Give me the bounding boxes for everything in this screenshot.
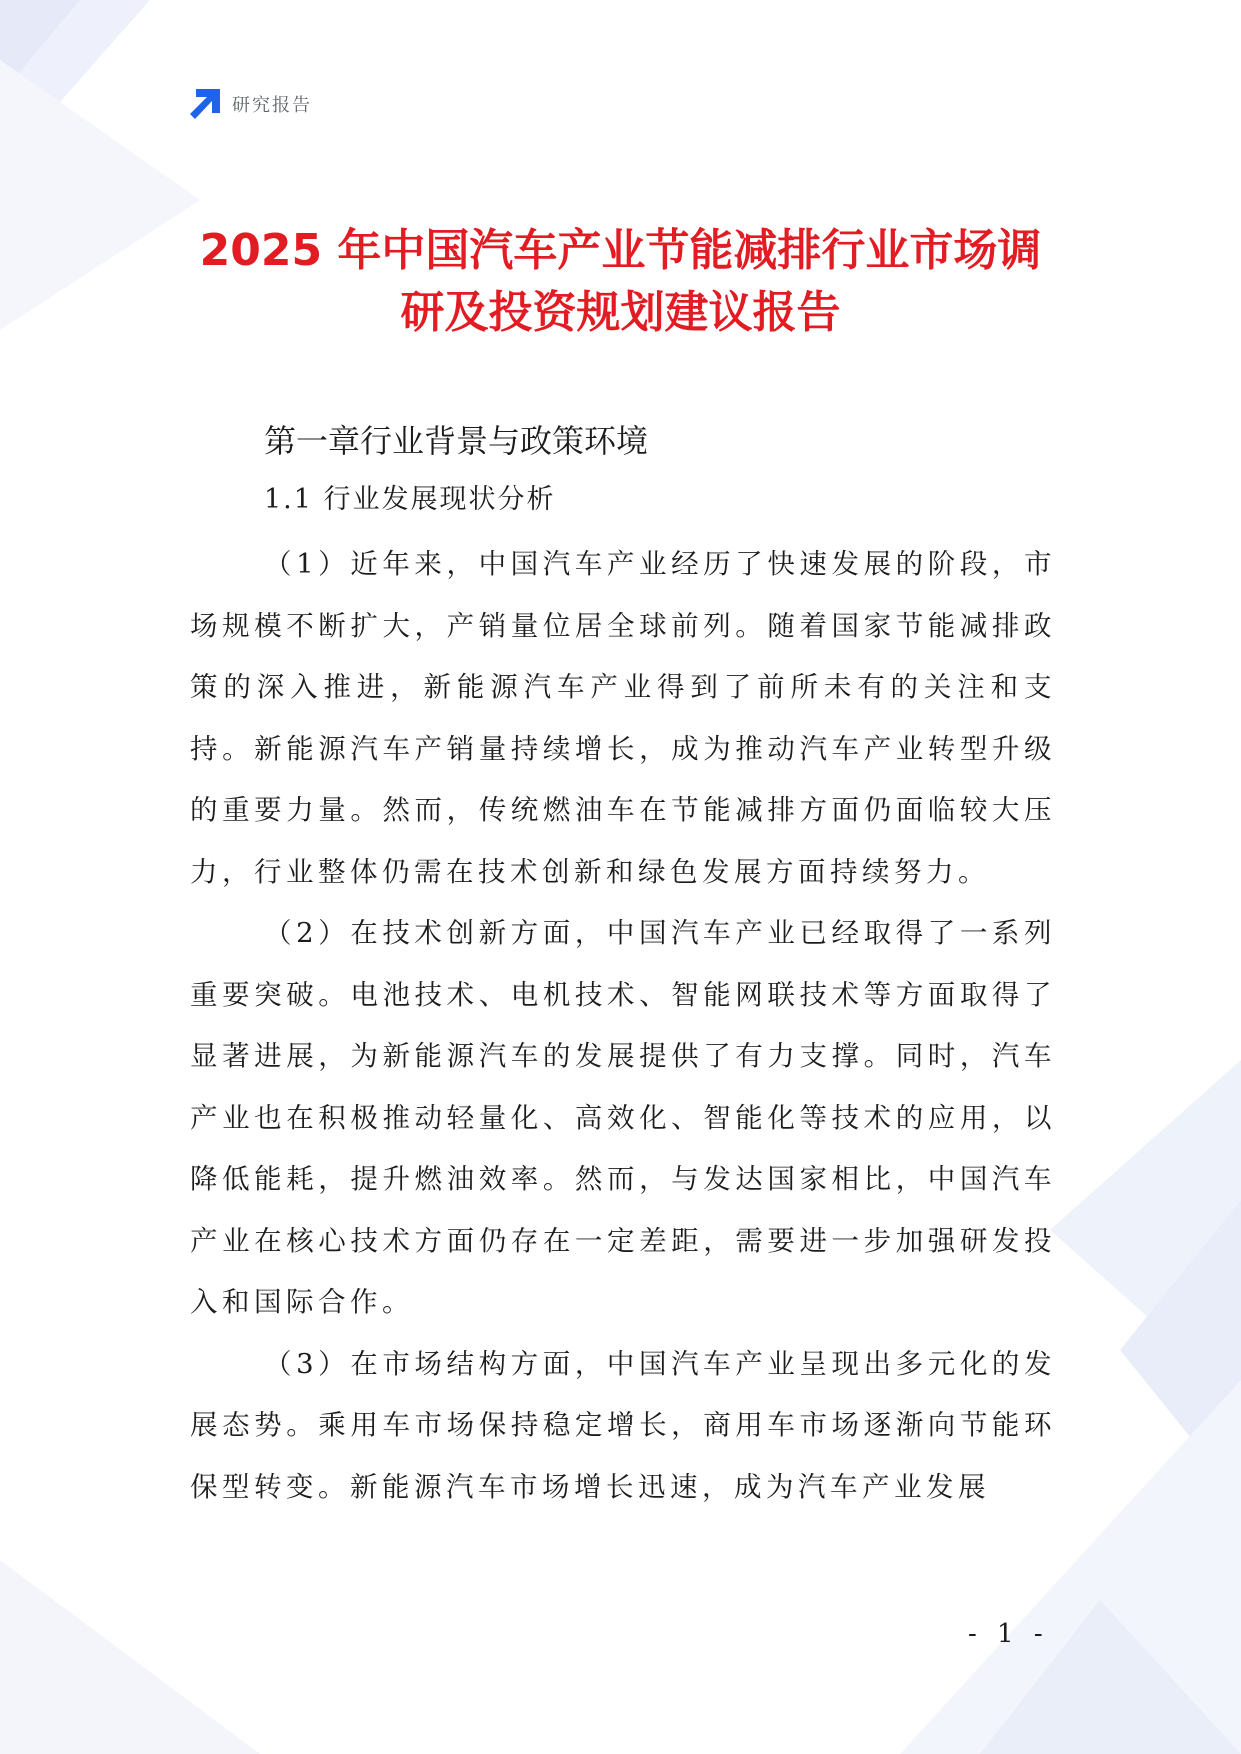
title-line-2: 研及投资规划建议报告 bbox=[400, 287, 841, 338]
diagonal-arrow-icon bbox=[188, 87, 222, 121]
page-header bbox=[188, 86, 312, 122]
document-body bbox=[190, 414, 1056, 1518]
paragraph-2: （2）在技术创新方面，中国汽车产业已经取得了一系列重要突破。电池技术、电机技术、智能网联技术等方面取得了显著进展，为新能源汽车的发展提供了有力支撑。同时，汽车产业也在积极推动轻量化、高效化、智能化等技术的应用，以降低能耗，提升燃油效率。然而，与发达国家相比，中国汽车产业在核心技术方面仍存在一定差距，需要进一步加强研发投入和国际合作。 bbox=[190, 917, 1056, 1318]
page-number: - 1 - bbox=[968, 1619, 1049, 1649]
paragraph-3: （3）在市场结构方面，中国汽车产业呈现出多元化的发展态势。乘用车市场保持稳定增长，商用车市场逐渐向节能环保型转变。新能源汽车市场增长迅速，成为汽车产业发展 bbox=[190, 1347, 1056, 1503]
title-line-1: 2025 年中国汽车产业节能减排行业市场调 bbox=[199, 225, 1042, 276]
document-title bbox=[150, 220, 1091, 344]
section-heading: 1.1 行业发展现状分析 bbox=[264, 484, 556, 515]
chapter-heading: 第一章行业背景与政策环境 bbox=[264, 422, 649, 460]
paragraph-1: （1）近年来，中国汽车产业经历了快速发展的阶段，市场规模不断扩大，产销量位居全球前列。随着国家节能减排政策的深入推进，新能源汽车产业得到了前所未有的关注和支持。新能源汽车产销量持续增长，成为推动汽车产业转型升级的重要力量。然而，传统燃油车在节能减排方面仍面临较大压力，行业整体仍需在技术创新和绿色发展方面持续努力。 bbox=[190, 548, 1056, 888]
header-label: 研究报告 bbox=[232, 95, 312, 116]
